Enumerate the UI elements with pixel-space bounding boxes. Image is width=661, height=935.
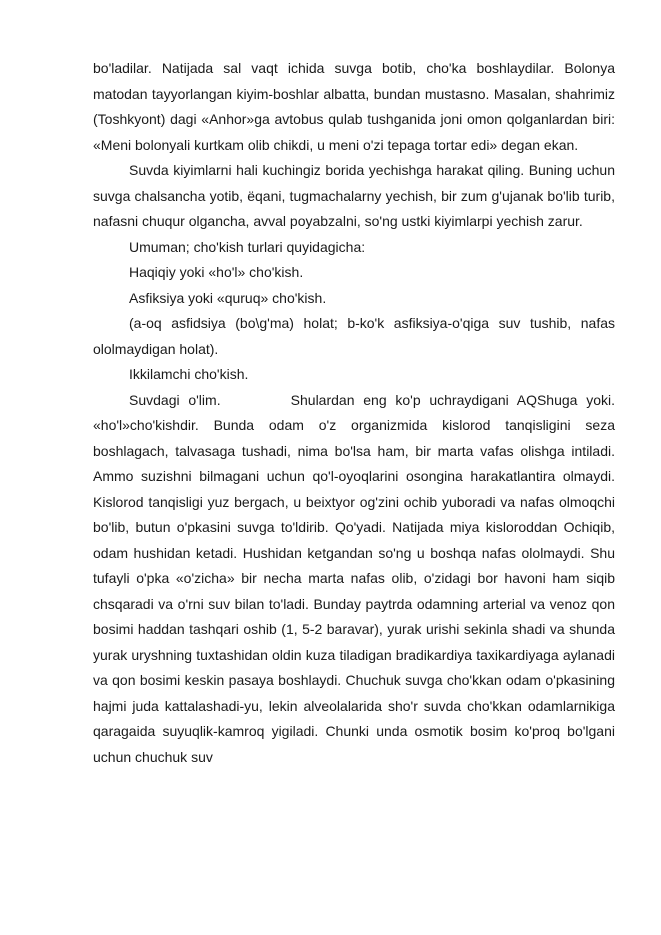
- paragraph-drowning-types-intro: Umuman; cho'kish turlari quyidagicha:: [129, 238, 366, 255]
- list-item-secondary-drowning: Ikkilamchi cho'kish.: [129, 366, 249, 382]
- list-item-asphyxia-note: (a-oq asfidsiya (bo\g'ma) holat; b-ko'k asfiksiya-o'qiga suv tushib, nafas ololmaydigan holat).: [93, 315, 615, 357]
- paragraph-continuation: bo'ladilar. Natijada sal vaqt ichida suvga botib, cho'ka boshlaydilar. Bolonya matodan tayyorlangan kiyim-boshlar albatta, bundan mustasno. Masalan, shahrimiz (Toshkyont) dagi «Anhor»ga avtobus qulab tushganida joni omon qolganlardan biri: «Meni bolonyali kurtkam olib chikdi, u meni o'zi tepaga tortar edi» degan ekan.: [93, 60, 615, 153]
- document-page: [93, 56, 619, 770]
- paragraph-death-in-water: Suvdagi o'lim. Shulardan eng ko'p uchraydigani AQShuga yoki. «ho'l»cho'kishdir. Bunda odam o'z organizmida kislorod tanqisligini seza boshlagach, talvasaga tushadi, nima bo'lsa ham, bir marta vafas olishga intiladi. Ammo suzishni bilmagani uchun qo'l-oyoqlarini osongina harakatlantira olmaydi. Kislorod tanqisligi yuz bergach, u beixtyor og'zini ochib yuboradi va nafas olmoqchi bo'lib, butun o'pkasini suvga to'ldirib. Qo'yadi. Natijada miya kisloroddan Ochiqib, odam hushidan ketadi. Hushidan ketgandan so'ng u boshqa nafas ololmaydi. Shu tufayli o'pka «o'zicha» bir necha marta nafas olib, o'zidagi bor havoni ham siqib chsqaradi va o'rni suv bilan to'ladi. Bunday paytrda odamning arterial va venoz qon bosimi haddan tashqari oshib (1, 5-2 baravar), yurak urishi sekinla shadi va shunda yurak uryshning tuxtashidan oldin kuza tiladigan bradikardiya taxikardiyaga aylanadi va qon bosimi keskin pasaya boshlaydi. Chuchuk suvga cho'kkan odam o'pkasining hajmi juda kattalashadi-yu, lekin alveolalarida sho'r suvda cho'kkan odamlarnikiga qaragaida suyuqlik-kamroq yigiladi. Chunki unda osmotik bosim ko'proq bo'lgani uchun chuchuk suv: [93, 391, 619, 765]
- paragraph-undressing-in-water: Suvda kiyimlarni hali kuchingiz borida yechishga harakat qiling. Buning uchun suvga chalsancha yotib, ёqani, tugmachalarny yechish, bir zum g'ujanak bo'lib turib, nafasni chuqur olgancha, avval poyabzalni, so'ng ustki kiyimlarpi yechish zarur.: [93, 162, 615, 229]
- list-item-asphyxia-drowning: Asfiksiya yoki «quruq» cho'kish.: [129, 289, 327, 306]
- list-item-true-drowning: Haqiqiy yoki «ho'l» cho'kish.: [129, 264, 304, 280]
